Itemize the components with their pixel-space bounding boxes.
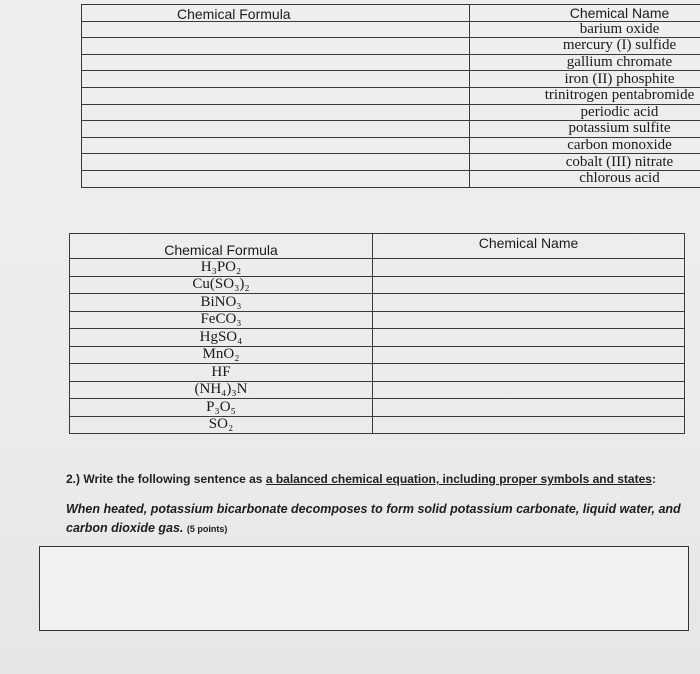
table1-formula-cell[interactable] [82, 71, 470, 88]
table2-row [70, 416, 685, 434]
table2-name-cell[interactable] [373, 346, 685, 364]
question-sentence [66, 500, 686, 539]
table2-row [70, 311, 685, 329]
question-prefix: 2.) Write the following sentence as [66, 472, 266, 486]
table2-name-cell[interactable] [373, 381, 685, 399]
table2-row [70, 381, 685, 399]
table1-name-cell[interactable]: carbon monoxide [470, 137, 700, 154]
table2-name-cell[interactable] [373, 416, 685, 434]
table2-header-formula: Chemical Formula [70, 234, 373, 259]
table2-formula-cell[interactable]: HF [70, 364, 373, 382]
table1-formula-cell[interactable] [82, 87, 470, 104]
table1-header-row [82, 5, 700, 22]
table1-row [82, 21, 700, 38]
table2-formula-cell[interactable]: FeCO₃ [70, 311, 373, 329]
table2-name-cell[interactable] [373, 276, 685, 294]
table1-row [82, 87, 700, 104]
table1-row [82, 71, 700, 88]
table1-header-name: Chemical Name [470, 5, 700, 22]
table2-name-cell[interactable] [373, 259, 685, 277]
table1-formula-cell[interactable] [82, 170, 470, 187]
table1-name-cell[interactable]: chlorous acid [470, 170, 700, 187]
table2-formula-cell[interactable]: H₃PO₂ [70, 259, 373, 277]
table2-formula-cell[interactable]: HgSO₄ [70, 329, 373, 347]
names-to-formulas-table [81, 4, 700, 188]
table2-name-cell[interactable] [373, 399, 685, 417]
table2-row [70, 399, 685, 417]
question-underlined: a balanced chemical equation, including proper symbols and states [265, 472, 652, 486]
table2-header-name: Chemical Name [373, 234, 685, 259]
table2-body [70, 234, 685, 434]
table2-formula-cell[interactable]: MnO₂ [70, 346, 373, 364]
question-suffix: : [651, 472, 656, 486]
table1-formula-cell[interactable] [82, 104, 470, 121]
table1-row [82, 104, 700, 121]
table1-formula-cell[interactable] [82, 121, 470, 138]
table1-name-cell[interactable]: potassium sulfite [470, 121, 700, 138]
table1-formula-cell[interactable] [82, 38, 470, 55]
table2-row [70, 364, 685, 382]
table2-row [70, 329, 685, 347]
table2-formula-cell[interactable]: Cu(SO₃)₂ [70, 276, 373, 294]
table1-name-cell[interactable]: barium oxide [470, 21, 700, 38]
table2-header-row [70, 234, 685, 259]
table2-name-cell[interactable] [373, 329, 685, 347]
points-label: (5 points) [186, 524, 228, 534]
table1-formula-cell[interactable] [82, 154, 470, 171]
table1-row [82, 38, 700, 55]
table1-row [82, 170, 700, 187]
table1-formula-cell[interactable] [82, 21, 470, 38]
table1-name-cell[interactable]: periodic acid [470, 104, 700, 121]
table1-header-formula: Chemical Formula [82, 5, 470, 22]
table1-row [82, 54, 700, 71]
table1-row [82, 137, 700, 154]
table1-formula-cell[interactable] [82, 137, 470, 154]
table2-row [70, 294, 685, 312]
sentence-text: When heated, potassium bicarbonate decomposes to form solid potassium carbonate, liquid water, and carbon dioxide gas. [66, 502, 681, 535]
question-2-prompt [66, 472, 656, 486]
table1-name-cell[interactable]: trinitrogen pentabromide [470, 87, 700, 104]
table1-name-cell[interactable]: iron (II) phosphite [470, 71, 700, 88]
table1-name-cell[interactable]: mercury (I) sulfide [470, 38, 700, 55]
table2-name-cell[interactable] [373, 364, 685, 382]
answer-box[interactable] [39, 546, 689, 631]
table1-row [82, 121, 700, 138]
table2-name-cell[interactable] [373, 294, 685, 312]
table1-name-cell[interactable]: gallium chromate [470, 54, 700, 71]
table1-row [82, 154, 700, 171]
table2-row [70, 259, 685, 277]
table2-row [70, 346, 685, 364]
table2-formula-cell[interactable]: SO₂ [70, 416, 373, 434]
table2-formula-cell[interactable]: BiNO₃ [70, 294, 373, 312]
table1-body [82, 5, 700, 188]
table2-formula-cell[interactable]: P₃O₅ [70, 399, 373, 417]
table2-name-cell[interactable] [373, 311, 685, 329]
table1-name-cell[interactable]: cobalt (III) nitrate [470, 154, 700, 171]
formulas-to-names-table [69, 233, 685, 434]
table2-formula-cell[interactable]: (NH₄)₃N [70, 381, 373, 399]
table2-row [70, 276, 685, 294]
table1-formula-cell[interactable] [82, 54, 470, 71]
